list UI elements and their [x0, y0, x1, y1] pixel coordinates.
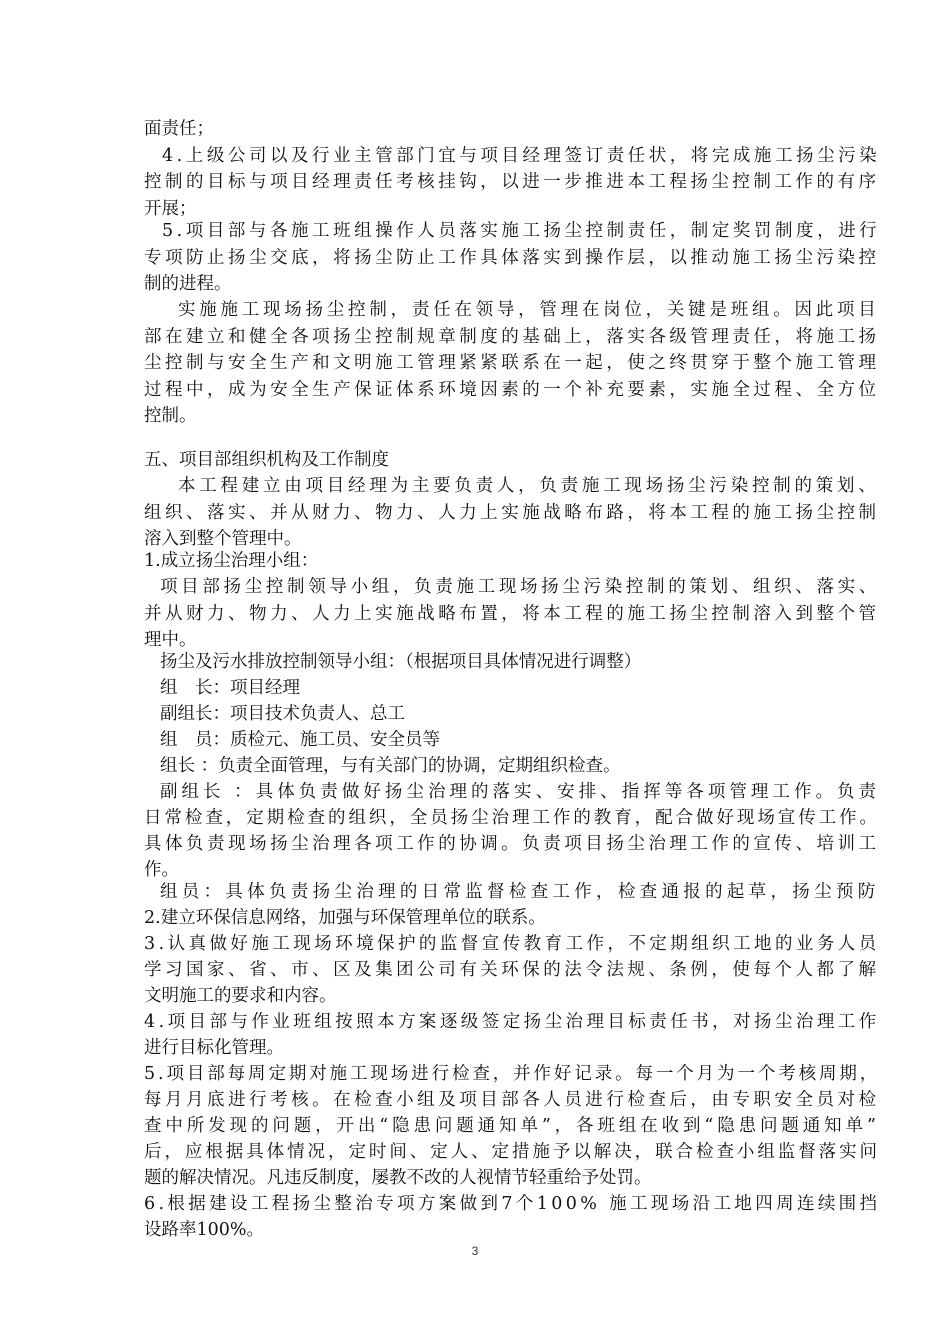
text-line: 4.项目部与作业班组按照本方案逐级签定扬尘治理目标责任书，对扬尘治理工作 [144, 1012, 880, 1032]
text-line: 组长 ：负责全面管理，与有关部门的协调，定期组织检查。 [160, 756, 621, 776]
text-line: 5.项目部与各施工班组操作人员落实施工扬尘控制责任，制定奖罚制度，进行 [162, 221, 881, 241]
text-line: 文明施工的要求和内容。 [144, 986, 337, 1006]
text-line: 题的解决情况。凡违反制度，屡教不改的人视情节轻重给予处罚。 [144, 1168, 652, 1188]
text-line: 进行目标化管理。 [144, 1038, 284, 1058]
text-line: 实施施工现场扬尘控制，责任在领导，管理在岗位，关键是班组。因此项目 [178, 300, 880, 320]
text-line: 具体负责现场扬尘治理各项工作的协调。负责项目扬尘治理工作的宣传、培训工 [144, 834, 880, 854]
text-line: 组 员：质检元、施工员、安全员等 [160, 730, 440, 750]
text-line: 开展； [144, 199, 197, 219]
text-line: 组 长：项目经理 [160, 678, 300, 698]
page-number: 3 [471, 1244, 479, 1258]
text-line: 1.成立扬尘治理小组： [144, 551, 319, 571]
text-line: 设路率100%。 [144, 1220, 265, 1240]
text-line: 专项防止扬尘交底，将扬尘防止工作具体落实到操作层，以推动施工扬尘污染控 [144, 248, 880, 268]
text-line: 五、项目部组织机构及工作制度 [144, 450, 389, 470]
text-line: 4.上级公司以及行业主管部门宜与项目经理签订责任状，将完成施工扬尘污染 [162, 146, 881, 166]
text-line: 制的进程。 [144, 274, 232, 294]
text-line: 后，应根据具体情况，定时间、定人、定措施予以解决，联合检查小组监督落实问 [144, 1142, 880, 1162]
text-line: 理中。 [144, 630, 197, 650]
text-line: 3.认真做好施工现场环境保护的监督宣传教育工作，不定期组织工地的业务人员 [144, 934, 880, 954]
text-line: 项目部扬尘控制领导小组，负责施工现场扬尘污染控制的策划、组织、落实、 [160, 577, 880, 597]
text-line: 5.项目部每周定期对施工现场进行检查，并作好记录。每一个月为一个考核周期， [144, 1064, 881, 1084]
text-line: 副组长：项目技术负责人、总工 [160, 704, 405, 724]
text-line: 作。 [144, 860, 179, 880]
text-line: 控制。 [144, 406, 197, 426]
text-line: 学习国家、省、市、区及集团公司有关环保的法令法规、条例，使每个人都了解 [144, 960, 880, 980]
text-line: 面责任； [144, 119, 214, 139]
text-line: 控制的目标与项目经理责任考核挂钩，以进一步推进本工程扬尘控制工作的有序 [144, 172, 880, 192]
text-line: 日常检查，定期检查的组织，全员扬尘治理工作的教育，配合做好现场宣传工作。 [144, 808, 880, 828]
text-line: 本工程建立由项目经理为主要负责人，负责施工现场扬尘污染控制的策划、 [178, 476, 880, 496]
text-line: 2.建立环保信息网络，加强与环保管理单位的联系。 [144, 908, 546, 928]
text-line: 组织、落实、并从财力、物力、人力上实施战略布路，将本工程的施工扬尘控制 [144, 503, 880, 523]
text-line: 并从财力、物力、人力上实施战略布置，将本工程的施工扬尘控制溶入到整个管 [144, 604, 880, 624]
text-line: 尘控制与安全生产和文明施工管理紧紧联系在一起，使之终贯穿于整个施工管理 [144, 353, 880, 373]
text-line: 溶入到整个管理中。 [144, 529, 302, 549]
text-line: 6.根据建设工程扬尘整治专项方案做到7个100% 施工现场沿工地四周连续围挡 [144, 1194, 881, 1214]
text-line: 查中所发现的问题，开出“隐患问题通知单”，各班组在收到“隐患问题通知单” [144, 1116, 880, 1136]
text-line: 组员：具体负责扬尘治理的日常监督检查工作，检查通报的起草，扬尘预防 [160, 882, 880, 902]
text-line: 过程中，成为安全生产保证体系环境因素的一个补充要素，实施全过程、全方位 [144, 380, 880, 400]
text-line: 每月月底进行考核。在检查小组及项目部各人员进行检查后，由专职安全员对检 [144, 1090, 880, 1110]
text-line: 部在建立和健全各项扬尘控制规章制度的基础上，落实各级管理责任，将施工扬 [144, 327, 880, 347]
text-line: 副组长 ：具体负责做好扬尘治理的落实、安排、指挥等各项管理工作。负责 [160, 782, 881, 802]
text-line: 扬尘及污水排放控制领导小组：（根据项目具体情况进行调整） [160, 652, 642, 672]
